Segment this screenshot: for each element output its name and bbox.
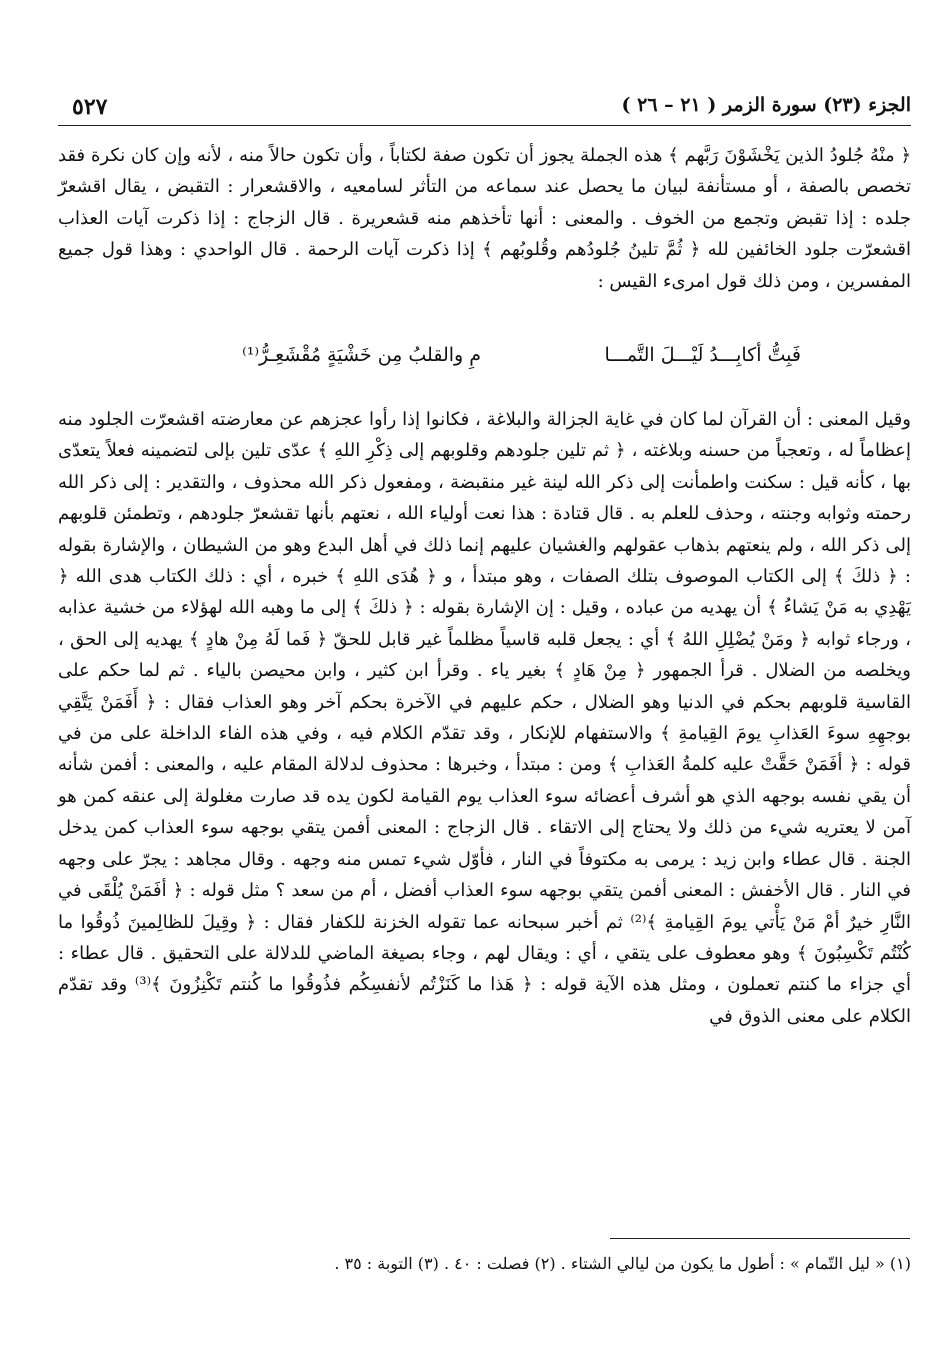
running-head: الجزء (٢٣) سورة الزمر ( ٢١ – ٢٦ ) bbox=[621, 94, 911, 116]
verse-second-hemistich: مِ والقلبُ مِن خَشْيَةٍ مُقْشَعِـرُّ⁽¹⁾ bbox=[242, 344, 481, 366]
header-rule bbox=[58, 125, 911, 126]
poetry-verse bbox=[58, 340, 911, 372]
paragraph-1: ﴿ منْهُ جُلودُ الذين يَخْشَوْنَ رَبَّهم ﴾ هذه الجملة يجوز أن تكون صفة لكتاباً ، وأن تكون حالاً منه ، لأنه وإن كان نكرة فقد تخصص بالصفة ، أو مستأنفة لبيان ما يحصل عند سماعه من التأثر لسامعيه ، والاقشعرار : التقبض ، يقال اقشعرّ جلده : إذا تقبض وتجمع من الخوف . والمعنى : أنها تأخذهم منه قشعريرة . قال الزجاج : إذا ذكرت آيات العذاب اقشعرّت جلود الخائفين لله ﴿ ثُمَّ تلينُ جُلودُهم وقُلوبُهم ﴾ إذا ذكرت آيات الرحمة . قال الواحدي : وهذا قول جميع المفسرين ، ومن ذلك قول امرىء القيس : bbox=[58, 145, 911, 292]
footnotes: (١) « ليل التّمام » : أطول ما يكون من ليالي الشتاء . (٢) فصلت : ٤٠ . (٣) التوبة : ٣٥ . bbox=[334, 1254, 911, 1273]
paragraph-2: وقيل المعنى : أن القرآن لما كان في غاية الجزالة والبلاغة ، فكانوا إذا رأوا عجزهم عن معارضته اقشعرّت الجلود منه إعظاماً له ، وتعجباً من حسنه وبلاغته ، ﴿ ثم تلين جلودهم وقلوبهم إلى ذِكْرِ اللهِ ﴾ عدّى تلين بإلى لتضمينه فعلاً يتعدّى بها ، كأنه قيل : سكنت واطمأنت إلى ذكر الله لينة غير منقبضة ، ومفعول ذكر الله محذوف ، والتقدير : إلى ذكر الله رحمته وثوابه وجنته ، وحذف للعلم به . قال قتادة : هذا نعت أولياء الله ، نعتهم بأنها تقشعرّ جلودهم ، وتطمئن قلوبهم إلى ذكر الله ، ولم ينعتهم بذهاب عقولهم والغشيان عليهم إنما ذلك في أهل البدع وهو من الشيطان ، والإشارة بقوله : ﴿ ذلكَ ﴾ إلى الكتاب الموصوف بتلك الصفات ، وهو مبتدأ ، و ﴿ هُدَى اللهِ ﴾ خبره ، أي : ذلك الكتاب هدى الله ﴿ يَهْدِي به مَنْ يَشاءُ ﴾ أن يهديه من عباده ، وقيل : إن الإشارة بقوله : ﴿ ذلكَ ﴾ إلى ما وهبه الله لهؤلاء من خشية عذابه ، ورجاء ثوابه ﴿ ومَنْ يُضْلِلِ اللهُ ﴾ أي : يجعل قلبه قاسياً مظلماً غير قابل للحقّ ﴿ فَما لَهُ مِنْ هادٍ ﴾ يهديه إلى الحق ، ويخلصه من الضلال . قرأ الجمهور ﴿ مِنْ هَادٍ ﴾ بغير ياء . وقرأ ابن كثير ، وابن محيصن بالياء . ثم لما حكم على القاسية قلوبهم بحكم في الدنيا وهو الضلال ، حكم عليهم في الآخرة بحكم آخر وهو العذاب فقال : ﴿ أَفَمَنْ يَتَّقِي بوجهِهِ سوءَ العَذابِ يومَ القِيامةِ ﴾ والاستفهام للإنكار ، وقد تقدّم الكلام فيه ، وفي هذه الفاء الداخلة على من في قوله : ﴿ أفَمَنْ حَقَّتْ عليه كلمةُ العَذابِ ﴾ ومن : مبتدأ ، وخبرها : محذوف لدلالة المقام عليه ، والمعنى : أفمن شأنه أن يقي نفسه بوجهه الذي هو أشرف أعضائه سوء العذاب يوم القيامة لكون يده قد صارت مغلولة إلى عنقه كمن هو آمن لا يعتريه شيء من ذلك ولا يحتاج إلى الاتقاء . قال الزجاج : المعنى أفمن يتقي بوجهه سوء العذاب كمن يدخل الجنة . قال عطاء وابن زيد : يرمى به مكتوفاً في النار ، فأوّل شيء تمس منه وجهه . وقال مجاهد : يجرّ على وجهه في النار . قال الأخفش : المعنى أفمن يتقي بوجهه سوء العذاب أفضل ، أم من سعد ؟ مثل قوله : ﴿ أفَمَنْ يُلْقَى في النَّارِ خيرٌ أمْ مَنْ يَأْتي يومَ القِيامةِ ﴾⁽²⁾ ثم أخبر سبحانه عما تقوله الخزنة للكفار فقال : ﴿ وقِيلَ للظالِمينَ ذُوقُوا ما كُنْتُم تَكْسِبُونَ ﴾ وهو معطوف على يتقي ، أي : ويقال لهم ، وجاء بصيغة الماضي للدلالة على التحقيق . قال عطاء : أي جزاء ما كنتم تعملون ، ومثل هذه الآية قوله : ﴿ هَذا ما كَنَزْتُم لأنفسِكُم فذُوقُوا ما كُنتم تَكْنِزُونَ ﴾⁽³⁾ وقد تقدّم الكلام على معنى الذوق في bbox=[58, 409, 911, 1027]
page-header bbox=[58, 92, 911, 126]
main-text bbox=[58, 140, 911, 1027]
footnote-rule bbox=[610, 1238, 910, 1239]
verse-first-hemistich: فَبِتُّ أكابِـــدُ لَيْـــلَ التَّمـــا bbox=[604, 344, 801, 366]
page-number: ٥٢٧ bbox=[72, 94, 108, 120]
